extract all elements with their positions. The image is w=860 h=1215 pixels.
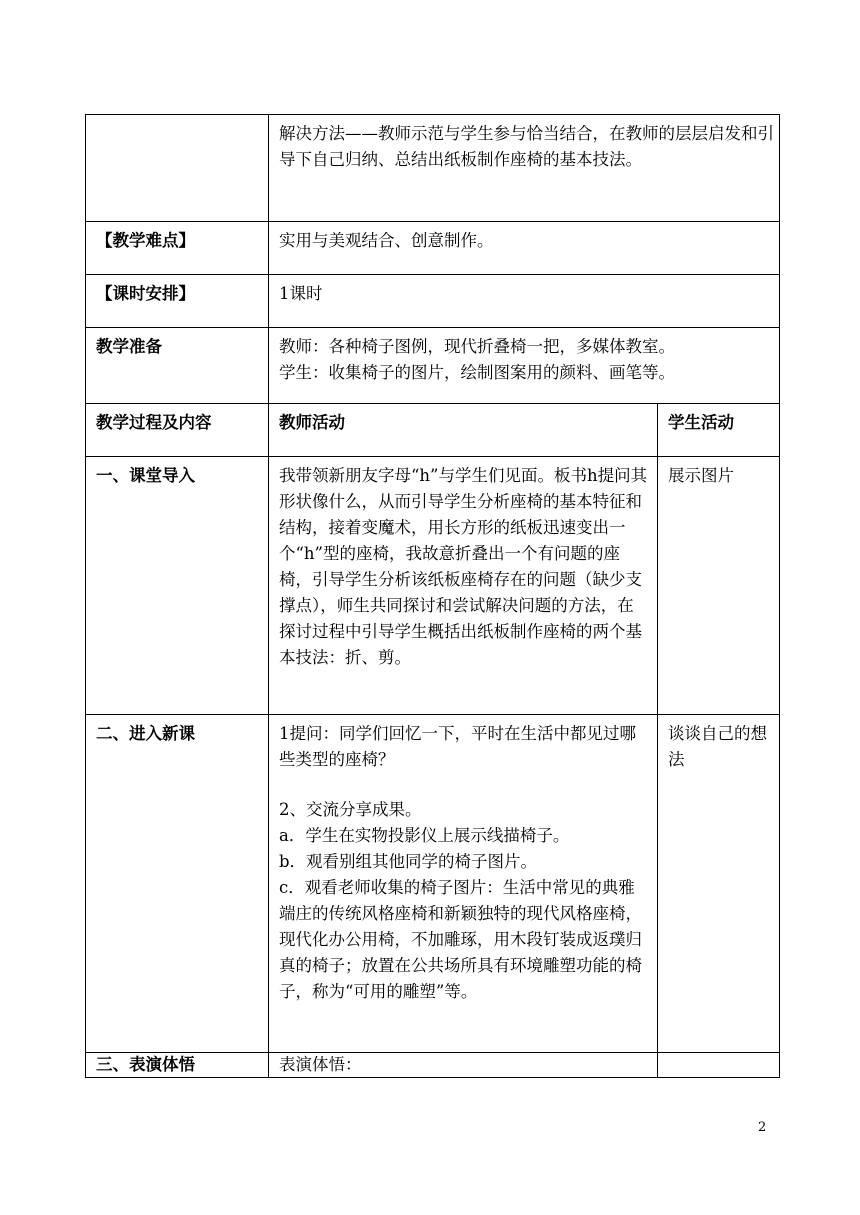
header-process: 教学过程及内容: [86, 404, 269, 457]
new-lesson-share: 2、交流分享成果。: [279, 800, 422, 819]
schedule-text: 1课时: [269, 275, 780, 328]
lesson-plan-table: [85, 114, 780, 1078]
intro-student-activity: 展示图片: [658, 457, 780, 715]
preparation-cell: [269, 328, 780, 404]
new-lesson-label: 二、进入新课: [86, 715, 269, 1053]
new-lesson-teacher-cell: [269, 715, 658, 1053]
new-lesson-item-a: a．学生在实物投影仪上展示线描椅子。: [279, 826, 570, 845]
new-lesson-item-c: c．观看老师收集的椅子图片：生活中常见的典雅端庄的传统风格座椅和新颖独特的现代风格座椅，现代化办公用椅，不加雕琢，用木段钉装成返璞归真的椅子；放置在公共场所具有环境雕塑功能的椅子，称为“可用的雕塑”等。: [279, 878, 642, 1001]
difficulty-label: 【教学难点】: [86, 222, 269, 275]
intro-teacher-activity: 我带领新朋友字母“h”与学生们见面。板书h提问其形状像什么，从而引导学生分析座椅的基本特征和结构，接着变魔术，用长方形的纸板迅速变出一个“h”型的座椅，我故意折叠出一个有问题的座椅，引导学生分析该纸板座椅存在的问题（缺少支撑点），师生共同探讨和尝试解决问题的方法，在探讨过程中引导学生概括出纸板制作座椅的两个基本技法：折、剪。: [269, 457, 658, 715]
new-lesson-item-b: b．观看别组其他同学的椅子图片。: [279, 852, 538, 871]
intro-row: [86, 457, 780, 715]
difficulty-text: 实用与美观结合、创意制作。: [269, 222, 780, 275]
header-teacher-activity: 教师活动: [269, 404, 658, 457]
preparation-teacher-line: 教师：各种椅子图例，现代折叠椅一把，多媒体教室。: [279, 337, 675, 356]
page-number: 2: [758, 1120, 767, 1135]
performance-row: [86, 1053, 780, 1078]
process-header-row: [86, 404, 780, 457]
schedule-row: [86, 275, 780, 328]
preparation-label: 教学准备: [86, 328, 269, 404]
new-lesson-question: 1提问：同学们回忆一下，平时在生活中都见过哪些类型的座椅？: [279, 724, 636, 769]
performance-student-activity: [658, 1053, 780, 1078]
method-text-cell: [269, 115, 780, 222]
header-student-activity: 学生活动: [658, 404, 780, 457]
new-lesson-row: [86, 715, 780, 1053]
method-text: 解决方法——教师示范与学生参与恰当结合，在教师的层层启发和引导下自己归纳、总结出纸板制作座椅的基本技法。: [279, 124, 774, 169]
schedule-label: 【课时安排】: [86, 275, 269, 328]
method-label-cell: [86, 115, 269, 222]
intro-label: 一、课堂导入: [86, 457, 269, 715]
preparation-row: [86, 328, 780, 404]
method-row: [86, 115, 780, 222]
difficulty-row: [86, 222, 780, 275]
performance-label: 三、表演体悟: [86, 1053, 269, 1078]
new-lesson-student-activity: 谈谈自己的想法: [658, 715, 780, 1053]
performance-teacher-activity: 表演体悟：: [269, 1053, 658, 1078]
preparation-student-line: 学生：收集椅子的图片，绘制图案用的颜料、画笔等。: [279, 363, 675, 382]
